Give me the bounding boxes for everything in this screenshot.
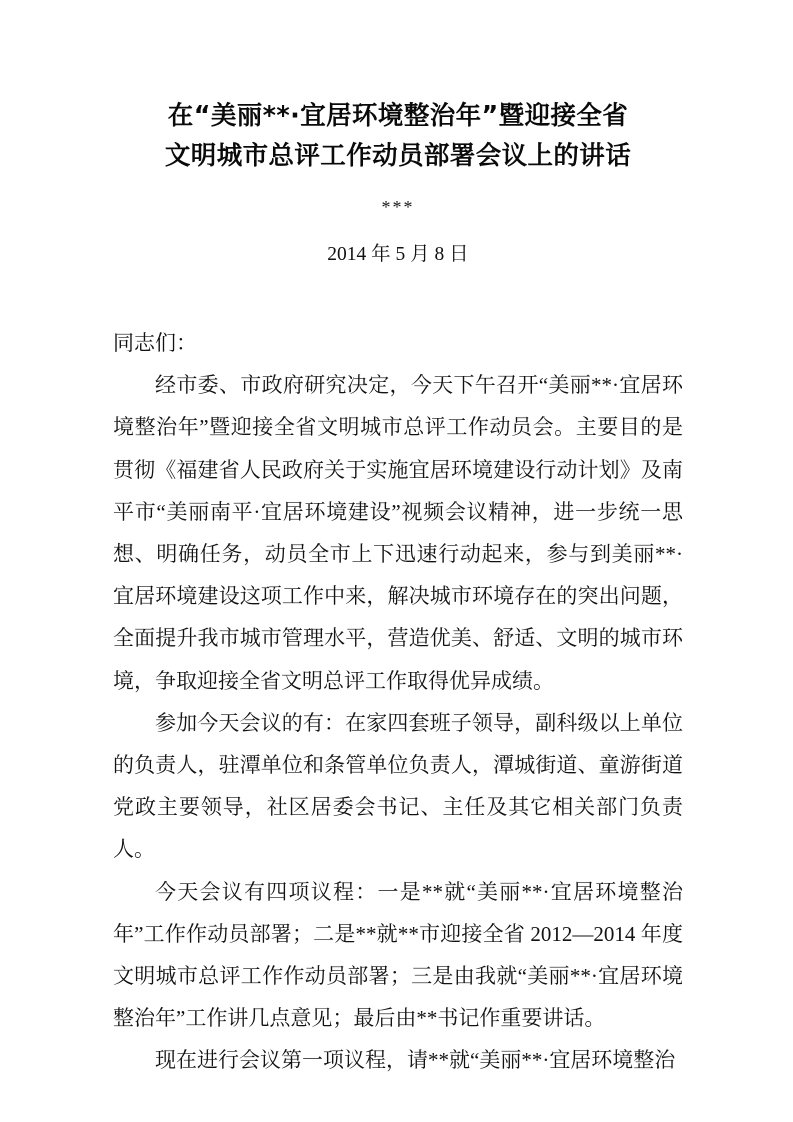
document-body: [113, 322, 683, 1082]
document-title-block: [113, 0, 683, 176]
paragraph-agenda: 今天会议有四项议程：一是**就“美丽**·宜居环境整治年”工作作动员部署；二是**就**市迎接全省 2012—2014 年度文明城市总评工作作动员部署；三是由我就“美丽**·宜居环境整治年”工作讲几点意见；最后由**书记作重要讲话。: [113, 879, 683, 1031]
document-title-line-2: 文明城市总评工作动员部署会议上的讲话: [164, 141, 632, 171]
document-title-line-1: 在“美丽**·宜居环境整治年”暨迎接全省: [167, 101, 629, 131]
paragraph-attendees: 参加今天会议的有：在家四套班子领导，副科级以上单位的负责人，驻潭单位和条管单位负责人，潭城街道、童游街道党政主要领导，社区居委会书记、主任及其它相关部门负责人。: [113, 710, 683, 862]
document-content: [113, 0, 683, 1082]
paragraph-salutation: 同志们：: [113, 331, 197, 355]
paragraph-purpose: 经市委、市政府研究决定，今天下午召开“美丽**·宜居环境整治年”暨迎接全省文明城市总评工作动员会。主要目的是贯彻《福建省人民政府关于实施宜居环境建设行动计划》及南平市“美丽南平·宜居环境建设”视频会议精神，进一步统一思想、明确任务，动员全市上下迅速行动起来，参与到美丽**·宜居环境建设这项工作中来，解决城市环境存在的突出问题，全面提升我市城市管理水平，营造优美、舒适、文明的城市环境，争取迎接全省文明总评工作取得优异成绩。: [113, 373, 683, 693]
document-byline: ***: [381, 197, 415, 217]
document-date: 2014 年 5 月 8 日: [327, 244, 469, 265]
paragraph-first-item: 现在进行会议第一项议程，请**就“美丽**·宜居环境整治: [155, 1048, 676, 1073]
